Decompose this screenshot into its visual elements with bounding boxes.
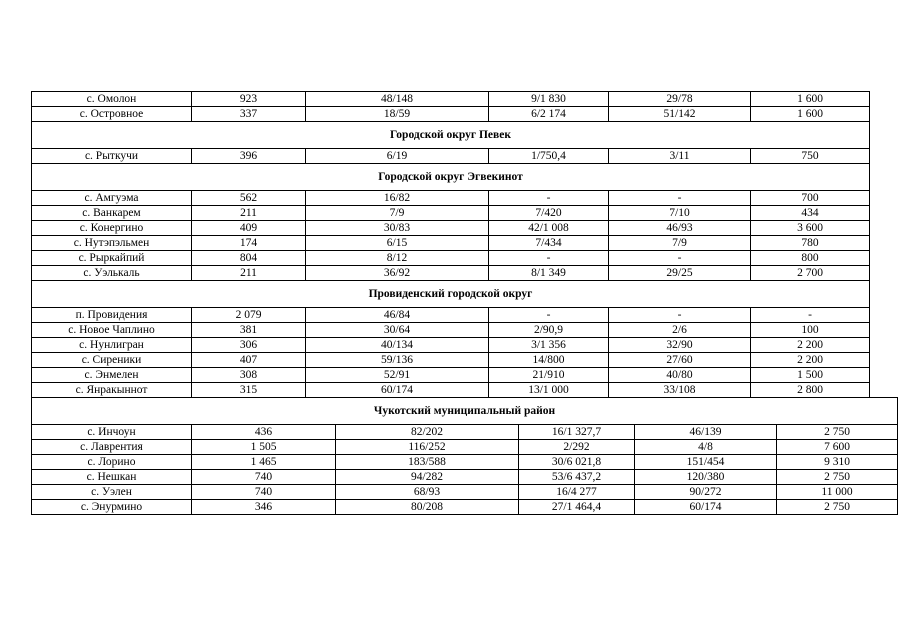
value-cell: 82/202 <box>336 425 519 440</box>
value-cell: 32/90 <box>609 338 751 353</box>
value-cell: 9/1 830 <box>489 92 609 107</box>
settlement-name-cell: с. Сиреники <box>32 353 192 368</box>
table-row <box>32 425 898 440</box>
settlement-name-cell: с. Нунлигран <box>32 338 192 353</box>
value-cell: 740 <box>192 470 336 485</box>
value-cell: 40/80 <box>609 368 751 383</box>
table-row <box>32 440 898 455</box>
value-cell: 436 <box>192 425 336 440</box>
settlement-name-cell: с. Янракыннот <box>32 383 192 398</box>
settlement-name-cell: с. Нешкан <box>32 470 192 485</box>
settlements-table-main <box>31 91 870 398</box>
value-cell: 6/15 <box>306 236 489 251</box>
value-cell: - <box>751 308 870 323</box>
value-cell: 562 <box>192 191 306 206</box>
value-cell: 53/6 437,2 <box>519 470 635 485</box>
value-cell: 94/282 <box>336 470 519 485</box>
settlement-name-cell: с. Нутэпэльмен <box>32 236 192 251</box>
settlement-name-cell: с. Амгуэма <box>32 191 192 206</box>
value-cell: 381 <box>192 323 306 338</box>
value-cell: 780 <box>751 236 870 251</box>
value-cell: - <box>609 251 751 266</box>
value-cell: 16/1 327,7 <box>519 425 635 440</box>
value-cell: 315 <box>192 383 306 398</box>
value-cell: 1 465 <box>192 455 336 470</box>
value-cell: 120/380 <box>635 470 777 485</box>
section-title: Городской округ Певек <box>32 122 870 149</box>
value-cell: 2 800 <box>751 383 870 398</box>
table-row <box>32 470 898 485</box>
section-title: Городской округ Эгвекинот <box>32 164 870 191</box>
value-cell: 100 <box>751 323 870 338</box>
value-cell: 1 505 <box>192 440 336 455</box>
section-title: Провиденский городской округ <box>32 281 870 308</box>
value-cell: 30/6 021,8 <box>519 455 635 470</box>
value-cell: 700 <box>751 191 870 206</box>
section-chukotsky <box>32 398 898 515</box>
value-cell: 211 <box>192 266 306 281</box>
value-cell: 2/90,9 <box>489 323 609 338</box>
value-cell: 7/10 <box>609 206 751 221</box>
section-pevek <box>32 122 870 164</box>
table-row <box>32 191 870 206</box>
settlement-name-cell: с. Уэлен <box>32 485 192 500</box>
table-row <box>32 206 870 221</box>
table-row <box>32 149 870 164</box>
value-cell: 40/134 <box>306 338 489 353</box>
table-row <box>32 500 898 515</box>
value-cell: - <box>489 191 609 206</box>
table-row <box>32 107 870 122</box>
section-header-row <box>32 164 870 191</box>
value-cell: 407 <box>192 353 306 368</box>
table-row <box>32 251 870 266</box>
value-cell: 174 <box>192 236 306 251</box>
settlement-name-cell: с. Лорино <box>32 455 192 470</box>
value-cell: 27/1 464,4 <box>519 500 635 515</box>
value-cell: 308 <box>192 368 306 383</box>
value-cell: 2 200 <box>751 353 870 368</box>
value-cell: 211 <box>192 206 306 221</box>
table-row <box>32 221 870 236</box>
value-cell: 2/292 <box>519 440 635 455</box>
settlement-name-cell: п. Провидения <box>32 308 192 323</box>
value-cell: 1 600 <box>751 92 870 107</box>
value-cell: 7 600 <box>777 440 898 455</box>
value-cell: 68/93 <box>336 485 519 500</box>
value-cell: 8/1 349 <box>489 266 609 281</box>
table-row <box>32 236 870 251</box>
value-cell: 46/93 <box>609 221 751 236</box>
value-cell: 923 <box>192 92 306 107</box>
value-cell: 3 600 <box>751 221 870 236</box>
value-cell: 8/12 <box>306 251 489 266</box>
value-cell: 3/1 356 <box>489 338 609 353</box>
value-cell: - <box>609 308 751 323</box>
settlement-name-cell: с. Омолон <box>32 92 192 107</box>
value-cell: 14/800 <box>489 353 609 368</box>
value-cell: 750 <box>751 149 870 164</box>
value-cell: 151/454 <box>635 455 777 470</box>
value-cell: 740 <box>192 485 336 500</box>
value-cell: 11 000 <box>777 485 898 500</box>
value-cell: 29/78 <box>609 92 751 107</box>
table-row <box>32 383 870 398</box>
value-cell: 52/91 <box>306 368 489 383</box>
settlement-name-cell: с. Островное <box>32 107 192 122</box>
value-cell: 183/588 <box>336 455 519 470</box>
settlement-name-cell: с. Рыркайпий <box>32 251 192 266</box>
value-cell: 18/59 <box>306 107 489 122</box>
settlement-name-cell: с. Энмелен <box>32 368 192 383</box>
value-cell: 60/174 <box>635 500 777 515</box>
settlement-name-cell: с. Рыткучи <box>32 149 192 164</box>
value-cell: 116/252 <box>336 440 519 455</box>
section-provideniya <box>32 281 870 398</box>
value-cell: 434 <box>751 206 870 221</box>
value-cell: 7/420 <box>489 206 609 221</box>
settlement-name-cell: с. Ванкарем <box>32 206 192 221</box>
value-cell: 60/174 <box>306 383 489 398</box>
settlement-name-cell: с. Лаврентия <box>32 440 192 455</box>
block-top <box>32 92 870 122</box>
settlement-name-cell: с. Инчоун <box>32 425 192 440</box>
value-cell: 2/6 <box>609 323 751 338</box>
value-cell: 42/1 008 <box>489 221 609 236</box>
value-cell: 46/84 <box>306 308 489 323</box>
table-row <box>32 485 898 500</box>
value-cell: 2 750 <box>777 425 898 440</box>
table-row <box>32 368 870 383</box>
settlement-name-cell: с. Энурмино <box>32 500 192 515</box>
value-cell: 29/25 <box>609 266 751 281</box>
settlement-name-cell: с. Новое Чаплино <box>32 323 192 338</box>
section-header-row <box>32 281 870 308</box>
value-cell: 2 700 <box>751 266 870 281</box>
value-cell: 59/136 <box>306 353 489 368</box>
value-cell: 2 750 <box>777 500 898 515</box>
table-row <box>32 92 870 107</box>
value-cell: - <box>489 308 609 323</box>
section-title: Чукотский муниципальный район <box>32 398 898 425</box>
value-cell: 48/148 <box>306 92 489 107</box>
value-cell: - <box>489 251 609 266</box>
table-row <box>32 353 870 368</box>
value-cell: 80/208 <box>336 500 519 515</box>
value-cell: 7/9 <box>306 206 489 221</box>
value-cell: 36/92 <box>306 266 489 281</box>
value-cell: 2 750 <box>777 470 898 485</box>
value-cell: 16/82 <box>306 191 489 206</box>
table-row <box>32 455 898 470</box>
settlement-name-cell: с. Уэлькаль <box>32 266 192 281</box>
value-cell: 2 079 <box>192 308 306 323</box>
value-cell: 804 <box>192 251 306 266</box>
value-cell: 21/910 <box>489 368 609 383</box>
value-cell: 9 310 <box>777 455 898 470</box>
section-header-row <box>32 122 870 149</box>
value-cell: 337 <box>192 107 306 122</box>
section-egvekinot <box>32 164 870 281</box>
value-cell: 51/142 <box>609 107 751 122</box>
value-cell: 30/83 <box>306 221 489 236</box>
value-cell: 33/108 <box>609 383 751 398</box>
value-cell: 1 500 <box>751 368 870 383</box>
value-cell: 396 <box>192 149 306 164</box>
value-cell: 800 <box>751 251 870 266</box>
value-cell: 1 600 <box>751 107 870 122</box>
value-cell: 1/750,4 <box>489 149 609 164</box>
value-cell: 90/272 <box>635 485 777 500</box>
value-cell: - <box>609 191 751 206</box>
value-cell: 3/11 <box>609 149 751 164</box>
table-row <box>32 323 870 338</box>
value-cell: 346 <box>192 500 336 515</box>
document-page <box>31 91 869 515</box>
settlements-table-chukotsky <box>31 397 898 515</box>
value-cell: 7/9 <box>609 236 751 251</box>
value-cell: 27/60 <box>609 353 751 368</box>
value-cell: 7/434 <box>489 236 609 251</box>
value-cell: 6/19 <box>306 149 489 164</box>
value-cell: 6/2 174 <box>489 107 609 122</box>
value-cell: 2 200 <box>751 338 870 353</box>
value-cell: 4/8 <box>635 440 777 455</box>
value-cell: 16/4 277 <box>519 485 635 500</box>
value-cell: 46/139 <box>635 425 777 440</box>
value-cell: 409 <box>192 221 306 236</box>
value-cell: 306 <box>192 338 306 353</box>
table-row <box>32 338 870 353</box>
table-row <box>32 308 870 323</box>
table-row <box>32 266 870 281</box>
section-header-row <box>32 398 898 425</box>
value-cell: 30/64 <box>306 323 489 338</box>
value-cell: 13/1 000 <box>489 383 609 398</box>
settlement-name-cell: с. Конергино <box>32 221 192 236</box>
